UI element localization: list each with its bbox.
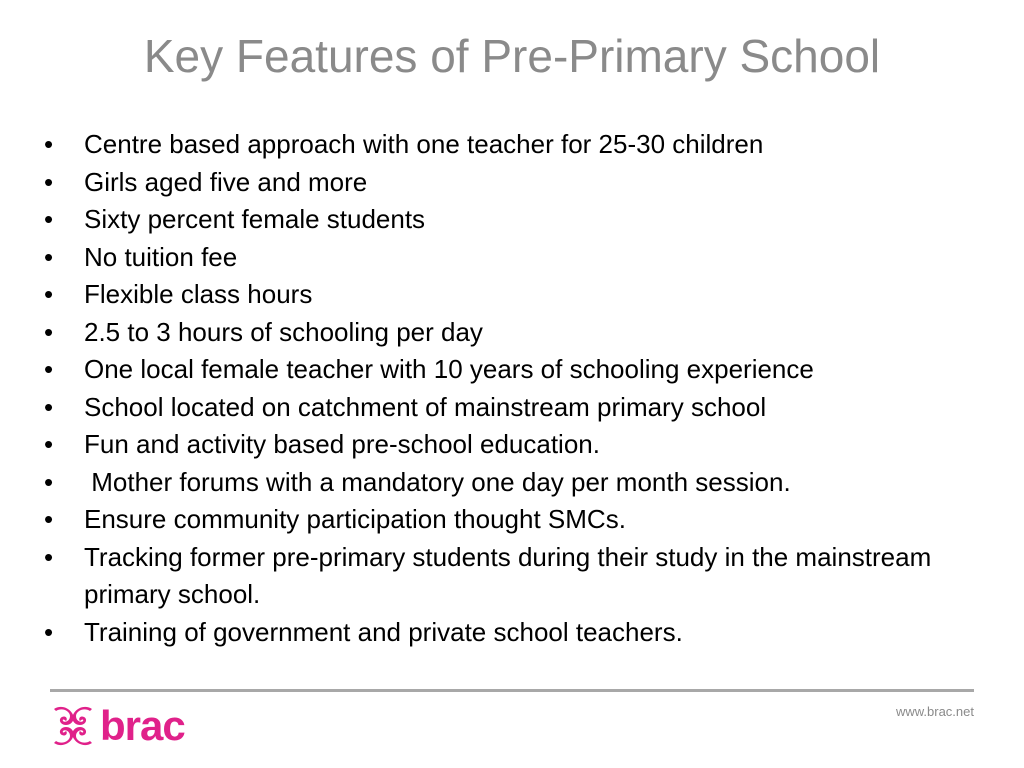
- list-item: [44, 164, 974, 202]
- list-item: [44, 501, 974, 539]
- list-item: [44, 614, 974, 652]
- bullet-text: Centre based approach with one teacher for 25-30 children: [84, 129, 764, 159]
- list-item: [44, 314, 974, 352]
- bullet-icon: •: [44, 241, 54, 272]
- bullet-text: 2.5 to 3 hours of schooling per day: [84, 316, 483, 347]
- list-item: [44, 351, 974, 389]
- bullet-text: Girls aged five and more: [84, 166, 368, 197]
- footer-url: www.brac.net: [895, 704, 974, 719]
- bullet-icon: •: [44, 279, 54, 309]
- footer-divider: [50, 689, 974, 692]
- bullet-icon: •: [44, 541, 54, 572]
- list-item: [44, 539, 974, 614]
- bullet-icon: •: [44, 504, 54, 534]
- list-item: [44, 126, 974, 164]
- bullet-icon: •: [44, 466, 54, 497]
- list-item: [44, 276, 974, 314]
- bullet-icon: •: [44, 354, 54, 384]
- list-item: [44, 239, 974, 277]
- bullet-list: [44, 126, 974, 651]
- bullet-text: Mother forums with a mandatory one day per month session.: [84, 466, 791, 497]
- bullet-icon: •: [44, 166, 54, 197]
- bullet-text: Fun and activity based pre-school education.: [84, 429, 600, 459]
- bullet-text: School located on catchment of mainstream primary school: [84, 391, 767, 422]
- brac-logo-text: brac: [100, 702, 185, 749]
- bullet-icon: •: [44, 616, 54, 647]
- bullet-icon: •: [44, 391, 54, 422]
- list-item: [44, 464, 974, 502]
- brac-logo-icon: [50, 703, 96, 749]
- bullet-icon: •: [44, 129, 54, 159]
- bullet-icon: •: [44, 429, 54, 459]
- bullet-text: Ensure community participation thought SMCs.: [84, 504, 626, 534]
- bullet-icon: •: [44, 204, 54, 234]
- brac-logo: [50, 703, 185, 749]
- bullet-text: No tuition fee: [84, 241, 238, 272]
- slide-title: Key Features of Pre-Primary School: [143, 30, 881, 82]
- bullet-text: One local female teacher with 10 years of schooling experience: [84, 354, 814, 384]
- bullet-text: Sixty percent female students: [84, 204, 426, 234]
- list-item: [44, 201, 974, 239]
- bullet-text: Flexible class hours: [84, 279, 313, 309]
- bullet-text: Tracking former pre-primary students during their study in the mainstream primary school.: [84, 541, 932, 609]
- list-item: [44, 426, 974, 464]
- list-item: [44, 389, 974, 427]
- bullet-text: Training of government and private school teachers.: [84, 616, 683, 647]
- bullet-icon: •: [44, 316, 54, 347]
